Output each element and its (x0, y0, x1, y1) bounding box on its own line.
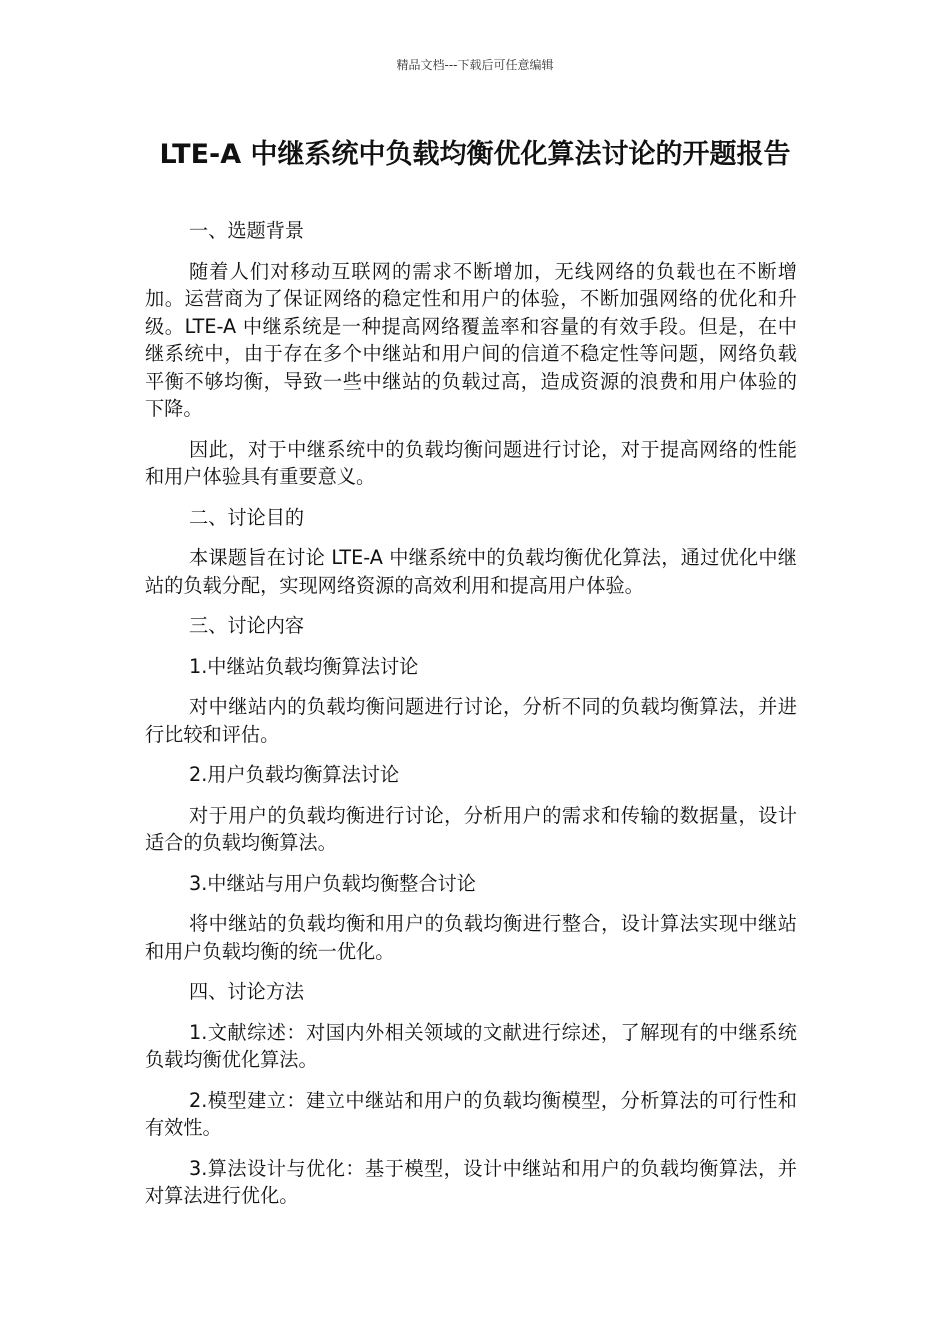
paragraph-background: 随着人们对移动互联网的需求不断增加，无线网络的负载也在不断增加。运营商为了保证网络的稳定性和用户的体验，不断加强网络的优化和升级。LTE-A 中继系统是一种提高网络覆盖率和容量的有效手段。但是，在中继系统中，由于存在多个中继站和用户间的信道不稳定性等问题，网络负载平衡不够均衡，导致一些中继站的负载过高，造成资源的浪费和用户体验的下降。 (145, 259, 797, 420)
subheading-integration: 3.中继站与用户负载均衡整合讨论 (189, 871, 476, 895)
paragraph-significance: 因此，对于中继系统中的负载均衡问题进行讨论，对于提高网络的性能和用户体验具有重要意义。 (145, 437, 797, 488)
page-header-note: 精品文档---下载后可任意编辑 (396, 58, 554, 72)
subheading-user: 2.用户负载均衡算法讨论 (189, 763, 400, 786)
section-heading-purpose: 二、讨论目的 (189, 505, 305, 529)
paragraph-method-algorithm: 3.算法设计与优化：基于模型，设计中继站和用户的负载均衡算法，并对算法进行优化。 (145, 1156, 797, 1207)
paragraph-integration: 将中继站的负载均衡和用户的负载均衡进行整合，设计算法实现中继站和用户负载均衡的统一优化。 (145, 912, 797, 963)
document-title: LTE-A 中继系统中负载均衡优化算法讨论的开题报告 (159, 139, 791, 170)
paragraph-purpose: 本课题旨在讨论 LTE-A 中继系统中的负载均衡优化算法，通过优化中继站的负载分配，实现网络资源的高效利用和提高用户体验。 (145, 546, 797, 597)
section-heading-content: 三、讨论内容 (189, 614, 305, 637)
section-heading-methods: 四、讨论方法 (189, 980, 305, 1003)
document-body (145, 217, 797, 1223)
paragraph-user: 对于用户的负载均衡进行讨论，分析用户的需求和传输的数据量，设计适合的负载均衡算法。 (145, 803, 797, 854)
paragraph-method-literature: 1.文献综述：对国内外相关领域的文献进行综述，了解现有的中继系统负载均衡优化算法。 (145, 1020, 797, 1071)
subheading-relay-station: 1.中继站负载均衡算法讨论 (189, 654, 419, 678)
section-heading-background: 一、选题背景 (189, 219, 305, 242)
paragraph-relay-station: 对中继站内的负载均衡问题进行讨论，分析不同的负载均衡算法，并进行比较和评估。 (145, 695, 797, 746)
paragraph-method-model: 2.模型建立：建立中继站和用户的负载均衡模型，分析算法的可行性和有效性。 (145, 1088, 797, 1139)
